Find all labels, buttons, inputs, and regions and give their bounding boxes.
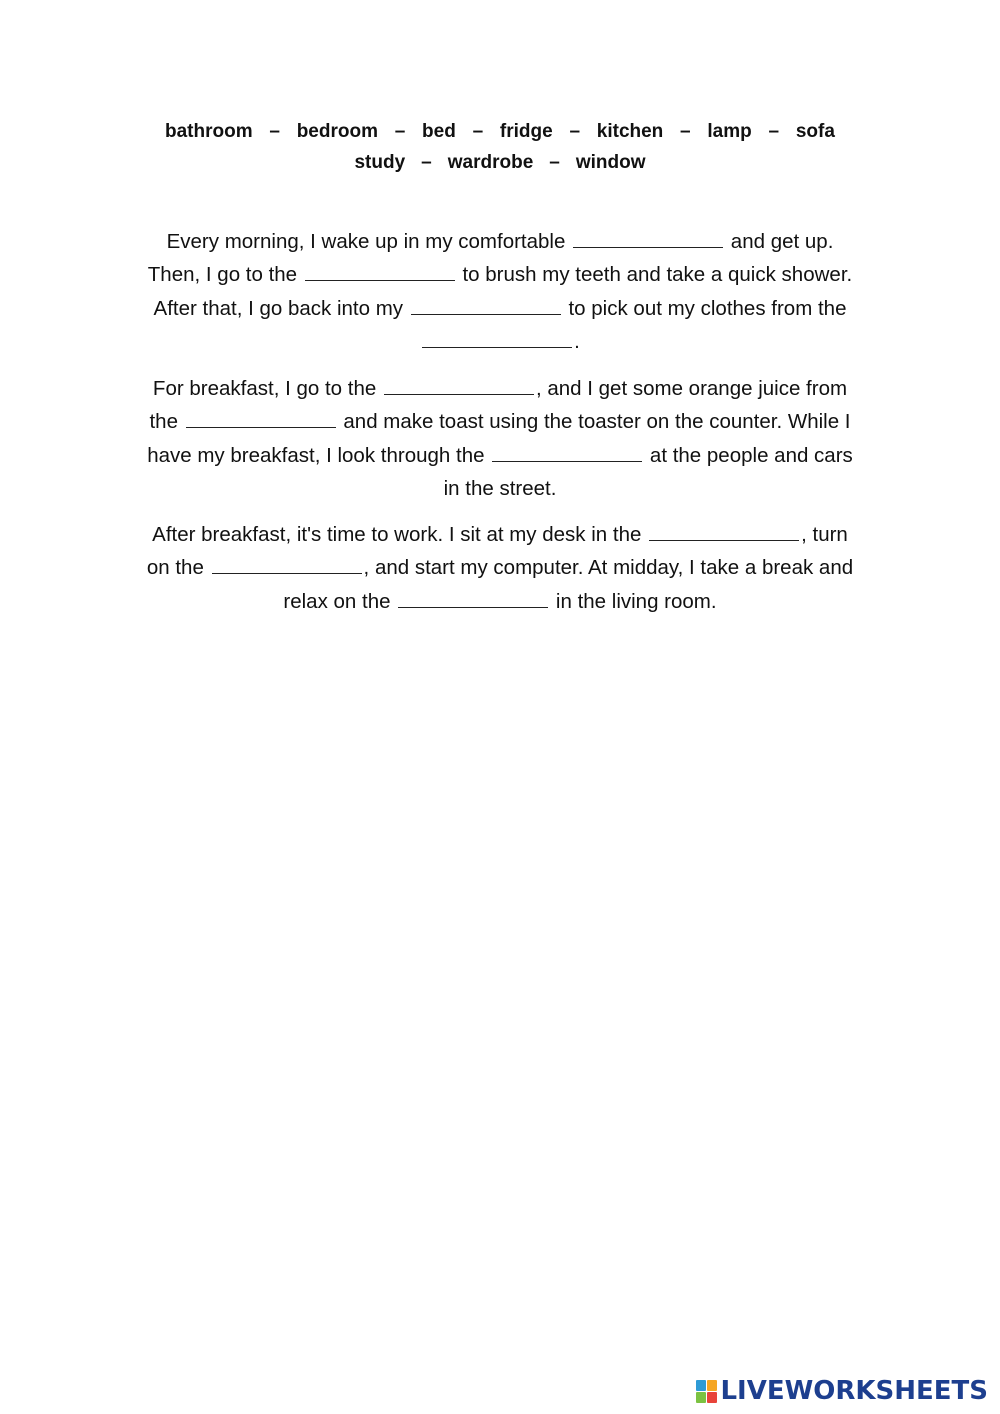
blank-input-8[interactable] <box>649 520 799 541</box>
word-separator: – <box>549 152 560 173</box>
logo-square-icon <box>707 1392 717 1403</box>
word-bank <box>140 116 860 178</box>
word-bank-line-1 <box>140 116 860 147</box>
paragraph-text: to brush my teeth and take a quick shower. After that, I go back into my <box>153 263 853 320</box>
word-fridge: fridge <box>499 121 553 142</box>
liveworksheets-logo <box>696 1376 988 1406</box>
word-lamp: lamp <box>707 121 752 142</box>
paragraph-text: . <box>574 329 580 353</box>
blank-input-3[interactable] <box>411 294 561 315</box>
paragraph-text: , turn on the <box>146 523 848 580</box>
word-separator: – <box>768 121 780 142</box>
paragraph-work <box>140 518 860 618</box>
paragraph-text: and make toast using the toaster on the counter. While I have my breakfast, I look through the <box>147 410 851 467</box>
paragraph-text: and get up. Then, I go to the <box>147 230 834 287</box>
word-sofa: sofa <box>795 121 835 142</box>
word-bed: bed <box>422 121 456 142</box>
blank-input-6[interactable] <box>186 407 336 428</box>
word-kitchen: kitchen <box>596 121 664 142</box>
word-separator: – <box>421 152 432 173</box>
word-wardrobe: wardrobe <box>447 152 534 173</box>
blank-input-4[interactable] <box>422 327 572 348</box>
blank-input-10[interactable] <box>398 587 548 608</box>
blank-input-2[interactable] <box>305 260 455 281</box>
blank-input-1[interactable] <box>573 227 723 248</box>
word-bank-line-2 <box>140 147 860 178</box>
paragraph-text: at the people and cars in the street. <box>443 443 853 500</box>
logo-square-icon <box>707 1380 717 1391</box>
paragraph-text: in the living room. <box>555 589 717 613</box>
paragraph-breakfast <box>140 372 860 505</box>
paragraph-text: After breakfast, it's time to work. I sit at my desk in the <box>152 523 642 546</box>
paragraph-text: , and start my computer. At midday, I take a break and relax on the <box>283 556 854 613</box>
logo-text: LIVEWORKSHEETS <box>720 1376 988 1406</box>
blank-input-7[interactable] <box>492 441 642 462</box>
logo-square-icon <box>696 1392 706 1403</box>
paragraph-text: to pick out my clothes from the <box>568 296 847 320</box>
paragraph-text: , and I get some orange juice from the <box>149 377 848 434</box>
paragraph-text: Every morning, I wake up in my comfortable <box>166 230 566 253</box>
paragraph-text: For breakfast, I go to the <box>152 377 377 400</box>
word-separator: – <box>569 121 581 142</box>
word-separator: – <box>472 121 484 142</box>
word-separator: – <box>394 121 406 142</box>
word-separator: – <box>269 121 280 142</box>
blank-input-9[interactable] <box>212 553 362 574</box>
word-bedroom: bedroom <box>296 121 378 142</box>
blank-input-5[interactable] <box>384 374 534 395</box>
word-separator: – <box>680 121 691 142</box>
paragraph-morning <box>140 225 860 358</box>
logo-mark-icon <box>696 1380 717 1403</box>
word-study: study <box>354 152 406 173</box>
word-window: window <box>575 152 646 173</box>
word-bathroom: bathroom <box>165 121 253 142</box>
logo-square-icon <box>696 1380 706 1391</box>
